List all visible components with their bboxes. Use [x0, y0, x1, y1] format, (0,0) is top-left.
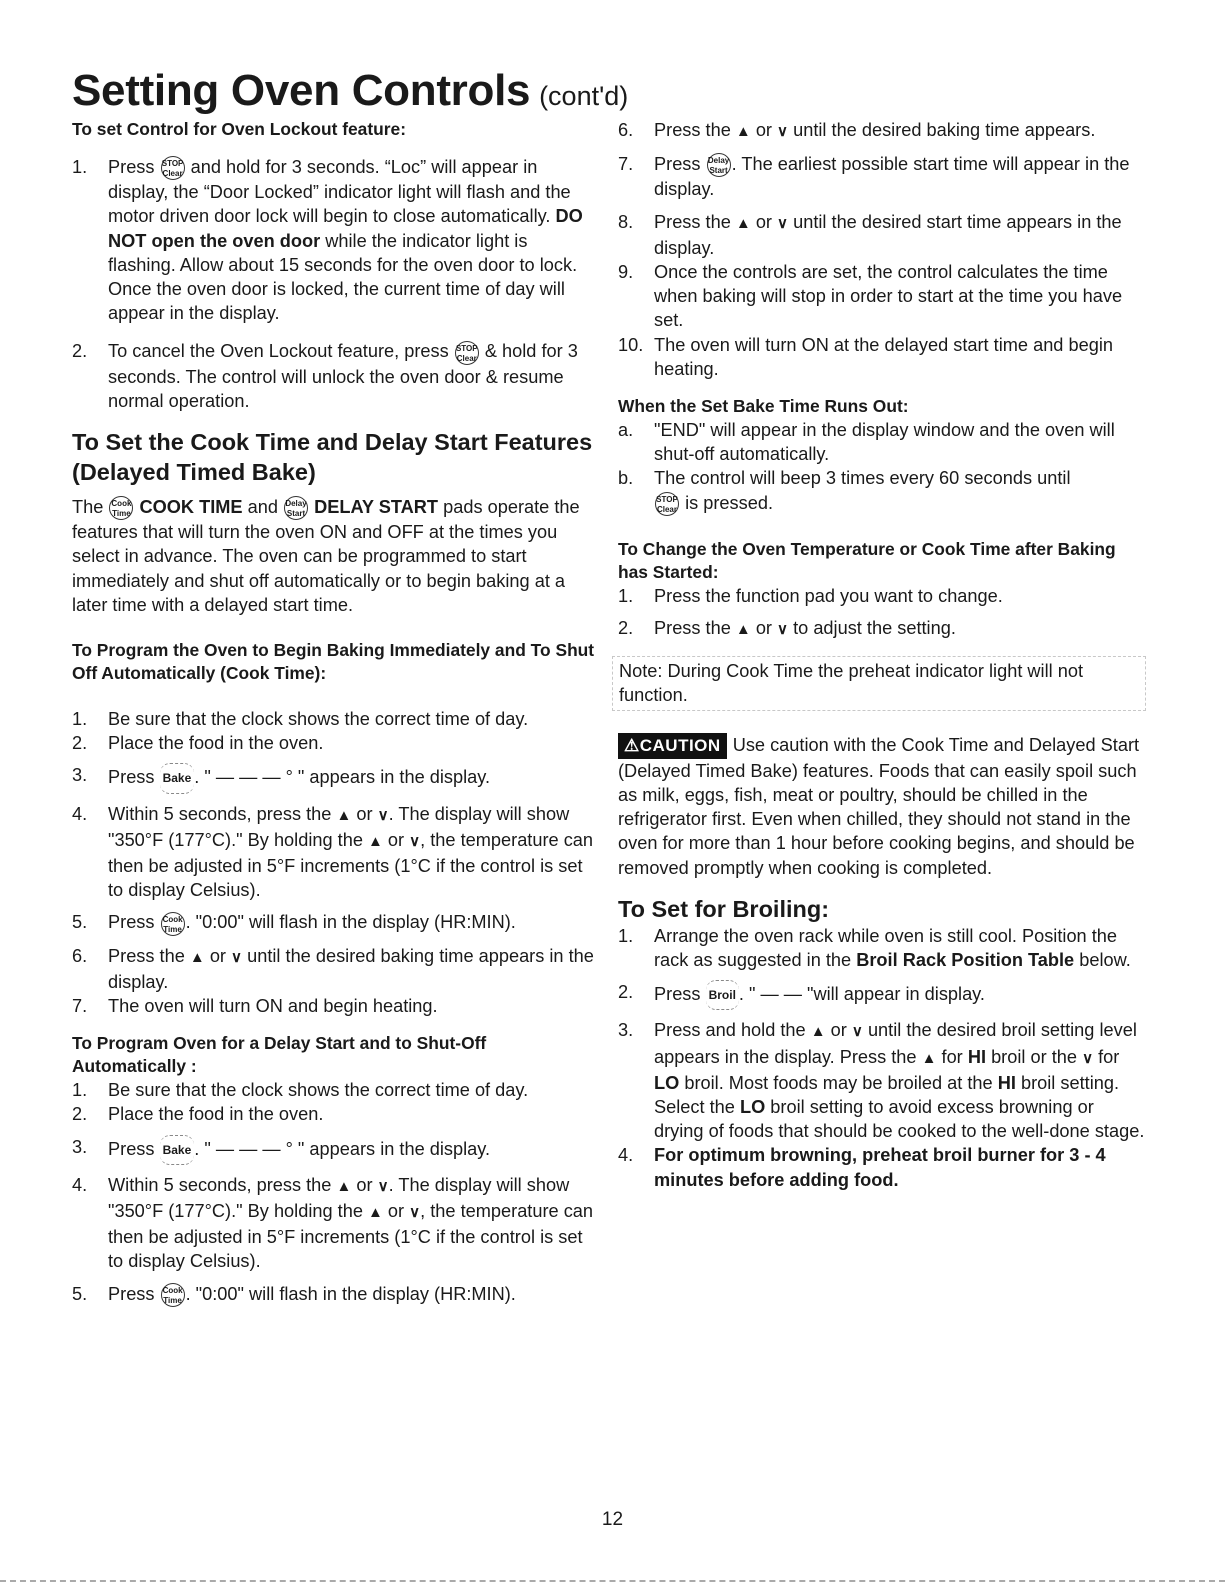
- step-text: Press the: [108, 945, 185, 966]
- lockout-step-2: [72, 339, 600, 413]
- intro-bold: DELAY START: [314, 497, 439, 517]
- change-heading: To Change the Oven Temperature or Cook Time after Baking has Started:: [618, 538, 1116, 582]
- immediate-step-1: [72, 707, 600, 731]
- right-column: [618, 118, 1148, 1192]
- lockout-heading: To set Control for Oven Lockout feature:: [72, 119, 406, 139]
- step-number: 3.: [72, 1136, 88, 1157]
- step-number: b.: [618, 468, 634, 489]
- up-arrow-icon: ▲: [336, 1177, 352, 1195]
- immediate-step-5: [72, 910, 600, 935]
- step-text: for: [1098, 1046, 1120, 1067]
- step-text: Press the: [654, 618, 731, 639]
- down-arrow-icon: ∨: [409, 1204, 421, 1222]
- step-text: or: [830, 1020, 847, 1041]
- pad-label: Delay: [707, 156, 730, 166]
- caution-block: [618, 733, 1148, 880]
- step-text: for: [941, 1046, 963, 1067]
- step-number: 1.: [72, 157, 88, 177]
- step-text: Press the: [654, 211, 731, 232]
- change-step-2: [618, 616, 1148, 642]
- step-text: . "0:00" will flash in the display (HR:MIN).: [185, 1283, 516, 1304]
- immediate-step-6: [72, 944, 600, 994]
- step-text: , the temperature can then be adjusted in 5°F increments (1°C if the control is set to display Celsius).: [108, 829, 594, 901]
- step-text: The control will beep 3 times every 60 seconds until: [654, 468, 1071, 489]
- step-text: Press: [654, 984, 701, 1005]
- step-text: Press: [108, 912, 155, 933]
- lo-label: LO: [739, 1097, 766, 1118]
- step-number: 1.: [618, 585, 634, 606]
- step-number: 6.: [72, 945, 88, 966]
- step-text: broil. Most foods may be broiled at the: [684, 1072, 993, 1093]
- cook-delay-intro: [72, 495, 600, 617]
- step-number: 5.: [72, 1283, 88, 1304]
- pad-label: Start: [709, 166, 728, 176]
- step-text: while the indicator light is flashing. Allow about 15 seconds for the oven door to lock. Once the oven door is locked, the current time of day will appear in the display.: [108, 230, 578, 324]
- delay-step-3: [72, 1135, 600, 1165]
- pad-label: Cook: [162, 914, 183, 924]
- pad-label: Delay: [285, 499, 307, 509]
- delay-step-2: [72, 1102, 600, 1126]
- lockout-step-1: [72, 155, 600, 325]
- step-text: The oven will turn ON at the delayed start time and begin heating.: [654, 334, 1113, 379]
- step-text: broil setting to avoid excess browning or drying of foods that should be cooked to the well-done stage.: [654, 1097, 1145, 1142]
- delay-step-5: [72, 1282, 600, 1307]
- step-text: broil or the: [991, 1046, 1077, 1067]
- intro-text: and: [247, 497, 278, 517]
- step-number: 2.: [72, 733, 88, 754]
- step-text: Place the food in the oven.: [108, 1104, 324, 1125]
- delay-step-4: [72, 1173, 600, 1274]
- page-number: 12: [601, 1509, 624, 1530]
- step-text: Press: [654, 154, 701, 175]
- immediate-step-7: [72, 994, 600, 1018]
- step-text: or: [356, 803, 373, 824]
- intro-text: The: [72, 497, 104, 517]
- step-text: Once the controls are set, the control calculates the time when baking will stop in order to start at the time you have set.: [654, 262, 1123, 331]
- pad-label: STOP: [161, 159, 184, 169]
- caution-text: Use caution with the Cook Time and Delayed Start (Delayed Timed Bake) features. Foods that can easily spoil such as milk, eggs, fish, meat or poultry, should be chilled in the refrigerator first. Even when chilled, they should not stand in the oven for more than 1 hour before cooking begins, and should be removed promptly when cooking is completed.: [618, 734, 1140, 878]
- delay-heading: To Program Oven for a Delay Start and to Shut-Off Automatically :: [72, 1033, 487, 1077]
- step-text: or: [755, 211, 772, 232]
- step-number: 1.: [72, 709, 88, 729]
- pad-label: Clear: [456, 353, 477, 363]
- step-text: . The earliest possible start time will appear in the display.: [654, 154, 1130, 200]
- broil-step-4: [618, 1143, 1148, 1191]
- stop-clear-pad-icon: [455, 341, 479, 365]
- pad-label: Time: [163, 1295, 182, 1305]
- step-text: Press: [108, 1283, 155, 1304]
- down-arrow-icon: ∨: [777, 123, 789, 140]
- up-arrow-icon: ▲: [810, 1023, 826, 1041]
- pad-label: Time: [163, 924, 182, 934]
- pad-label: Cook: [111, 499, 132, 509]
- step-number: a.: [618, 420, 634, 441]
- broil-step-2: [618, 980, 1148, 1010]
- cook-delay-heading: To Set the Cook Time and Delay Start Features (Delayed Timed Bake): [72, 429, 593, 485]
- delay-step-10: [618, 333, 1148, 381]
- down-arrow-icon: ∨: [409, 832, 421, 850]
- broil-pad-icon: Broil: [706, 980, 739, 1010]
- immediate-step-3: [72, 763, 600, 793]
- caution-label: ⚠CAUTION: [618, 733, 727, 759]
- step-text: or: [755, 120, 772, 140]
- cook-time-pad-icon: [161, 912, 185, 936]
- delay-start-pad-icon: [284, 496, 308, 520]
- intro-bold: COOK TIME: [139, 497, 243, 517]
- hi-label: HI: [967, 1046, 986, 1067]
- step-number: 2.: [72, 1104, 88, 1125]
- broil-step-3: [618, 1018, 1148, 1143]
- stop-clear-pad-icon: [161, 156, 185, 180]
- down-arrow-icon: ∨: [377, 1177, 389, 1195]
- broil-step-1: [618, 924, 1148, 972]
- runs-out-heading: When the Set Bake Time Runs Out:: [618, 396, 909, 417]
- step-text: until the desired broil setting level appears in the display. Press the: [654, 1020, 1137, 1067]
- down-arrow-icon: ∨: [231, 948, 243, 966]
- step-number: 4.: [72, 803, 88, 824]
- step-text: . The display will show "350°F (177°C)." By holding the: [108, 803, 570, 850]
- step-bold-text: For optimum browning, preheat broil burner for 3 - 4 minutes before adding food.: [654, 1145, 1106, 1190]
- pad-label: Clear: [656, 504, 677, 514]
- pad-label: Time: [112, 509, 131, 519]
- runs-out-a: [618, 418, 1148, 466]
- bake-pad-icon: Bake: [160, 763, 195, 793]
- step-text: Press the: [654, 120, 731, 140]
- step-text: Press and hold the: [654, 1020, 806, 1041]
- step-number: 2.: [618, 618, 634, 639]
- step-text: and hold for 3 seconds. “Loc” will appear in display, the “Door Locked” indicator light will flash and the motor driven door lock will begin to close automatically.: [108, 157, 571, 227]
- step-number: 2.: [618, 982, 634, 1003]
- step-text: until the desired baking time appears.: [793, 120, 1096, 140]
- step-number: 3.: [72, 765, 88, 786]
- step-number: 1.: [72, 1080, 88, 1101]
- step-text: . " — — "will appear in display.: [738, 984, 985, 1005]
- down-arrow-icon: ∨: [1082, 1049, 1094, 1067]
- step-number: 3.: [618, 1020, 634, 1041]
- down-arrow-icon: ∨: [777, 621, 789, 639]
- down-arrow-icon: ∨: [377, 806, 389, 824]
- delay-step-8: [618, 210, 1148, 260]
- step-text: The oven will turn ON and begin heating.: [108, 996, 438, 1017]
- down-arrow-icon: ∨: [851, 1023, 863, 1041]
- pad-label: Clear: [162, 169, 183, 179]
- step-number: 1.: [618, 925, 634, 946]
- step-text: . "0:00" will flash in the display (HR:MIN).: [185, 912, 516, 933]
- step-text: & hold for 3 seconds. The control will unlock the oven door & resume normal operation.: [108, 341, 578, 411]
- step-text: "END" will appear in the display window and the oven will shut-off automatically.: [654, 420, 1115, 465]
- cook-time-note: Note: During Cook Time the preheat indicator light will not function.: [612, 656, 1146, 710]
- change-step-1: [618, 584, 1148, 608]
- up-arrow-icon: ▲: [735, 123, 751, 140]
- step-text: . " — — — ° " appears in the display.: [194, 767, 491, 788]
- delay-step-7: [618, 152, 1148, 201]
- intro-text: pads operate the features that will turn the oven ON and OFF at the times you select in advance. The oven can be programmed to start immediately and shut off automatically or to begin baking at a later time with a delayed start time.: [72, 497, 580, 615]
- cook-time-pad-icon: [109, 496, 133, 520]
- step-number: 2.: [72, 341, 88, 362]
- step-text: or: [387, 1201, 405, 1222]
- down-arrow-icon: ∨: [777, 214, 789, 232]
- pad-label: STOP: [455, 343, 478, 353]
- step-number: 6.: [618, 120, 634, 140]
- step-text: is pressed.: [685, 492, 774, 513]
- up-arrow-icon: ▲: [336, 806, 352, 824]
- delay-step-9: [618, 260, 1148, 333]
- step-number: 4.: [618, 1145, 634, 1166]
- page-title: [72, 66, 628, 116]
- up-arrow-icon: ▲: [368, 1204, 383, 1222]
- step-text: Press: [108, 1138, 155, 1159]
- step-text: . The display will show "350°F (177°C)." By holding the: [108, 1174, 570, 1222]
- step-text: Press: [108, 157, 155, 177]
- step-text: Press the function pad you want to change.: [654, 585, 1003, 606]
- step-text: . " — — — ° " appears in the display.: [194, 1138, 491, 1159]
- step-text: To cancel the Oven Lockout feature, press: [108, 341, 449, 362]
- up-arrow-icon: ▲: [921, 1049, 937, 1067]
- cook-time-pad-icon: [161, 1283, 185, 1307]
- step-text: Within 5 seconds, press the: [108, 803, 332, 824]
- page-title-sub: (cont'd): [539, 81, 629, 111]
- pad-label: STOP: [656, 494, 678, 504]
- delay-start-pad-icon: [707, 153, 731, 177]
- step-number: 5.: [72, 912, 88, 933]
- step-text: Within 5 seconds, press the: [108, 1174, 332, 1195]
- step-text: Arrange the oven rack while oven is still cool. Position the rack as suggested in the: [654, 925, 1118, 971]
- bake-pad-icon: Bake: [160, 1135, 195, 1165]
- step-text: or: [387, 829, 405, 850]
- step-bold-text: DO NOT open the oven door: [108, 206, 583, 251]
- up-arrow-icon: ▲: [735, 621, 751, 639]
- broil-heading: To Set for Broiling:: [618, 895, 830, 922]
- step-number: 7.: [618, 154, 634, 175]
- scan-edge-line: [0, 1580, 1225, 1582]
- page-title-main: Setting Oven Controls: [72, 66, 531, 115]
- step-text: Be sure that the clock shows the correct time of day.: [108, 709, 529, 729]
- step-text: Be sure that the clock shows the correct time of day.: [108, 1080, 529, 1101]
- immediate-step-2: [72, 731, 600, 755]
- step-text: Press: [108, 767, 155, 788]
- step-text: or: [356, 1174, 373, 1195]
- up-arrow-icon: ▲: [735, 214, 751, 232]
- step-number: 9.: [618, 262, 634, 282]
- up-arrow-icon: ▲: [189, 948, 205, 966]
- step-text: broil setting. Select the: [654, 1072, 1120, 1118]
- pad-label: Cook: [162, 1285, 183, 1295]
- immediate-heading: To Program the Oven to Begin Baking Immediately and To Shut Off Automatically (Cook Time):: [72, 640, 595, 683]
- immediate-step-4: [72, 802, 600, 903]
- delay-step-1: [72, 1078, 600, 1102]
- runs-out-b: [618, 466, 1148, 515]
- step-text: until the desired start time appears in the display.: [654, 211, 1122, 258]
- stop-clear-pad-icon: [655, 492, 679, 516]
- step-number: 10.: [618, 334, 644, 355]
- step-text: below.: [1079, 950, 1131, 971]
- delay-step-6: [618, 118, 1148, 144]
- step-number: 7.: [72, 996, 88, 1017]
- step-text: Place the food in the oven.: [108, 733, 324, 754]
- lo-label: LO: [654, 1072, 680, 1093]
- step-bold-text: Broil Rack Position Table: [856, 950, 1075, 971]
- step-number: 8.: [618, 211, 634, 232]
- step-number: 4.: [72, 1174, 88, 1195]
- step-text: , the temperature can then be adjusted in 5°F increments (1°C if the control is set to display Celsius).: [108, 1201, 594, 1272]
- up-arrow-icon: ▲: [368, 832, 383, 850]
- step-text: until the desired baking time appears in the display.: [108, 945, 594, 992]
- hi-label: HI: [997, 1072, 1016, 1093]
- step-text: to adjust the setting.: [793, 618, 956, 639]
- step-text: or: [755, 618, 772, 639]
- left-column: [72, 118, 600, 1307]
- pad-label: Start: [286, 509, 306, 519]
- step-text: or: [209, 945, 226, 966]
